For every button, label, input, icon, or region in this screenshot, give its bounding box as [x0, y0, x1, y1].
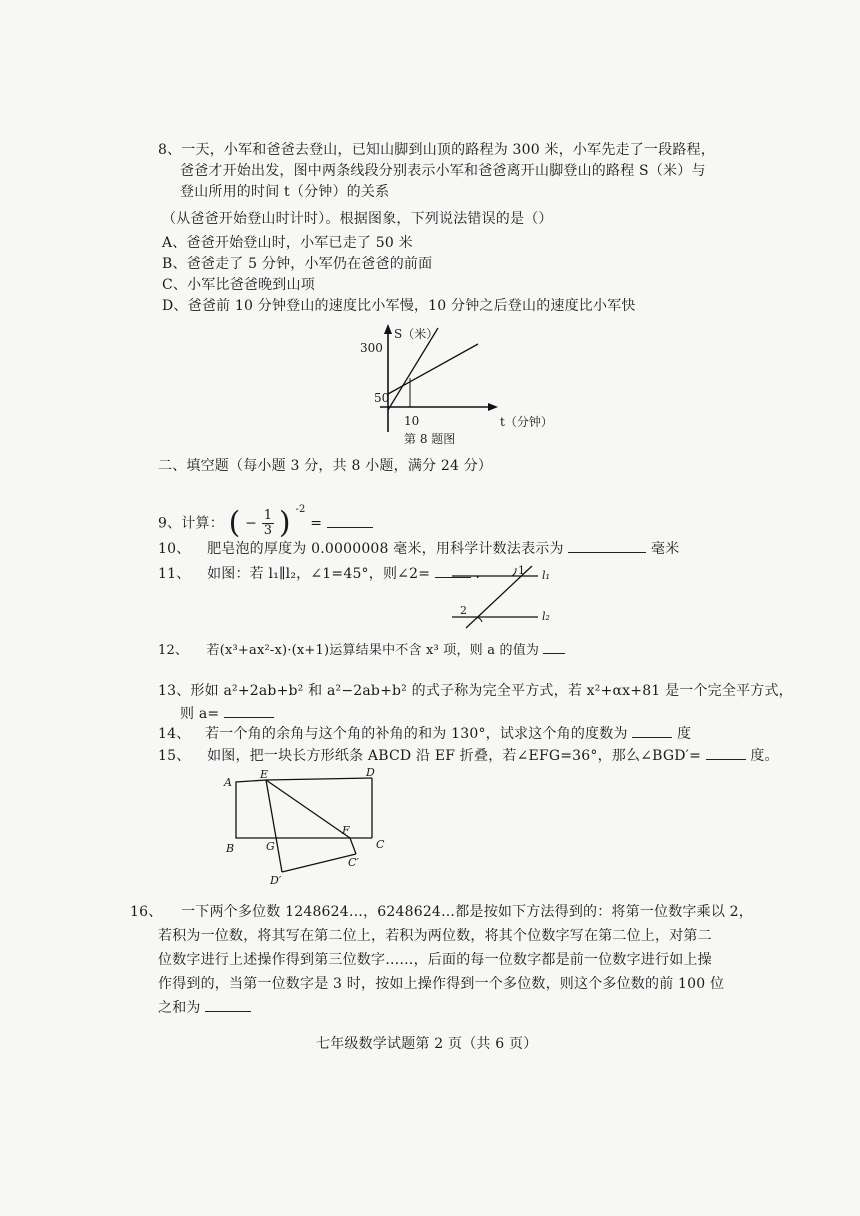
- q13-line2-row: [180, 706, 274, 722]
- q10-number: 10、: [158, 541, 191, 557]
- edge-D2C2: [282, 854, 356, 872]
- q8-line1: 8、一天，小军和爸爸去登山，已知山脚到山顶的路程为 300 米，小军先走了一段路程，: [158, 142, 715, 158]
- q8-option-c: C、小军比爸爸晚到山项: [162, 277, 315, 293]
- xiaojun-line: [388, 344, 478, 394]
- x-axis-arrow: [488, 403, 498, 411]
- y-axis-label: S（米）: [394, 327, 439, 341]
- graph-caption: 第 8 题图: [404, 432, 456, 446]
- q16-line4: 作得到的，当第一位数字是 3 时，按如上操作得到一个多位数，则这个多位数的前 100 位: [158, 976, 725, 992]
- tick-300: 300: [360, 341, 383, 355]
- q13-line1: 13、形如 a²+2ab+b² 和 a²−2ab+b² 的式子称为完全平方式，若 x²+αx+81 是一个完全平方式，: [158, 683, 793, 699]
- q8-option-d: D、爸爸前 10 分钟登山的速度比小军慢，10 分钟之后登山的速度比小军快: [162, 298, 636, 314]
- q15-number: 15、: [158, 748, 191, 764]
- q12-text: 若(x³+ax²-x)·(x+1)运算结果中不含 x³ 项，则 a 的值为: [206, 643, 540, 658]
- label-A: A: [224, 776, 232, 789]
- tick-50: 50: [374, 391, 390, 405]
- edge-C2F: [350, 838, 356, 854]
- y-axis-arrow: [384, 324, 392, 334]
- q8-line3: 登山所用的时间 t（分钟）的关系: [180, 184, 390, 200]
- q14-row: [158, 726, 691, 742]
- q9-row: [158, 500, 373, 540]
- q8-option-b: B、爸爸走了 5 分钟，小军仍在爸爸的前面: [162, 256, 433, 272]
- label-B: B: [226, 842, 235, 855]
- q13-answer-blank[interactable]: [224, 717, 274, 718]
- q10-row: [158, 541, 679, 557]
- q9-label: 9、计算：: [158, 515, 224, 532]
- q12-answer-blank[interactable]: [543, 653, 565, 654]
- x-axis-label: t（分钟）: [500, 415, 553, 429]
- q15-answer-blank[interactable]: [706, 759, 746, 760]
- page-footer: 七年级数学试题第 2 页（共 6 页）: [316, 1036, 538, 1052]
- q9-fraction: [262, 509, 274, 539]
- rect-left-part: [236, 780, 274, 838]
- q9-exponent: -2: [295, 504, 306, 515]
- q8-line2: 爸爸才开始出发，图中两条线段分别表示小军和爸爸离开山脚登山的路程 S（米）与: [180, 163, 706, 179]
- q15-text: 如图，把一块长方形纸条 ABCD 沿 EF 折叠，若∠EFG=36°，那么∠BGD′=: [207, 748, 701, 764]
- q16-line3: 位数字进行上述操作得到第三位数字……，后面的每一位数字都是前一位数字进行如上操: [158, 952, 712, 968]
- q16-line1-row: [130, 904, 753, 920]
- label-C-prime: C′: [348, 856, 359, 869]
- q16-answer-blank[interactable]: [205, 1011, 251, 1012]
- label-E: E: [260, 768, 269, 781]
- q14-number: 14、: [158, 726, 191, 742]
- l2-label: l₂: [542, 610, 550, 623]
- q14-unit: 度: [676, 726, 692, 742]
- q16-line5: 之和为: [158, 1000, 201, 1016]
- q16-number: 16、: [130, 904, 163, 920]
- q9-equals: =: [310, 515, 323, 532]
- q11-text: 如图：若 l₁∥l₂，∠1=45°，则∠2=: [207, 566, 431, 582]
- q16-line2: 若积为一位数，将其写在第二位上，若积为两位数，将其个位数字写在第二位上，对第二: [158, 928, 712, 944]
- q12-number: 12、: [158, 643, 189, 658]
- edge-ED: [266, 778, 372, 780]
- q8-graph: [360, 322, 560, 452]
- q16-line1: 一下两个多位数 1248624…，6248624…都是按如下方法得到的：将第一位数字乘以 2，: [181, 904, 753, 920]
- q14-answer-blank[interactable]: [632, 737, 672, 738]
- tick-10: 10: [404, 414, 420, 428]
- q15-row: [158, 748, 779, 764]
- q15-figure: [222, 768, 392, 888]
- q11-number: 11、: [158, 566, 191, 582]
- section2-title: 二、填空题（每小题 3 分，共 8 小题，满分 24 分）: [158, 458, 493, 474]
- l1-label: l₁: [542, 569, 550, 582]
- q13-line2: 则 a=: [180, 706, 220, 722]
- q10-text: 肥皂泡的厚度为 0.0000008 毫米，用科学计数法表示为: [207, 541, 564, 557]
- label-D-prime: D′: [270, 874, 282, 887]
- label-C: C: [376, 838, 385, 851]
- q9-denominator: 3: [263, 523, 273, 539]
- q9-minus: −: [245, 515, 258, 532]
- q14-text: 若一个角的余角与这个角的补角的和为 130°，试求这个角的度数为: [205, 726, 628, 742]
- q11-figure: [446, 560, 566, 632]
- fold-EF: [266, 780, 350, 838]
- edge-ED2: [266, 780, 282, 872]
- label-F: F: [342, 824, 350, 837]
- q15-unit: 度。: [750, 748, 779, 764]
- angle2-label: 2: [460, 604, 467, 617]
- q9-numerator: 1: [263, 507, 273, 523]
- q16-line5-row: [158, 1000, 251, 1016]
- q10-unit: 毫米: [651, 541, 680, 557]
- q11-row: [158, 566, 480, 582]
- angle1-label: 1: [518, 564, 525, 577]
- q8-option-a: A、爸爸开始登山时，小军已走了 50 米: [162, 235, 413, 251]
- q11-tail: .: [475, 566, 481, 582]
- q8-line4: （从爸爸开始登山时计时）。根据图象，下列说法错误的是（）: [162, 211, 553, 227]
- angle1-arc: [512, 568, 516, 576]
- q9-paren-open: (: [228, 505, 241, 541]
- q10-answer-blank[interactable]: [568, 552, 646, 553]
- label-D: D: [366, 768, 375, 779]
- q9-answer-blank[interactable]: [327, 527, 373, 528]
- q12-row: [158, 644, 565, 659]
- label-G: G: [266, 840, 275, 853]
- q9-paren-close: ): [278, 505, 291, 541]
